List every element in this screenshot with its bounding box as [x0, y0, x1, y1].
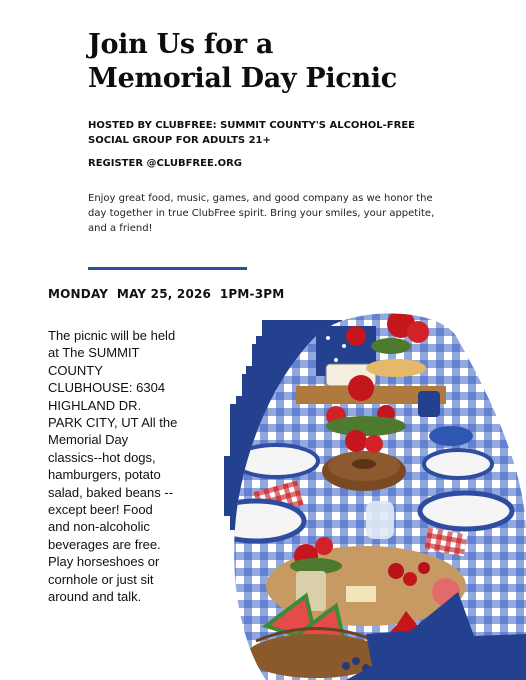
picnic-photo-illustration — [196, 296, 526, 680]
divider-line — [88, 267, 247, 270]
title-line-1: Join Us for a — [88, 29, 274, 60]
host-line: HOSTED BY CLUBFREE: SUMMIT COUNTY'S ALCOHOL-FREE SOCIAL GROUP FOR ADULTS 21+ — [88, 120, 415, 146]
event-datetime: MONDAY MAY 25, 2026 1PM-3PM — [48, 287, 285, 301]
title-line-2: Memorial Day Picnic — [88, 63, 397, 94]
event-details: The picnic will be held at The SUMMIT COUNTY CLUBHOUSE: 6304 HIGHLAND DR. PARK CITY, UT All the Memorial Day classics--hot dogs, hamburgers, potato salad, baked beans --except beer! Food and non-alcoholic beverages are free. Play horseshoes or cornhole or just sit around and talk. — [48, 328, 178, 605]
page-title — [88, 28, 508, 96]
intro-paragraph: Enjoy great food, music, games, and good company as we honor the day together in true ClubFree spirit. Bring your smiles, your appetite, and a friend! — [88, 193, 435, 234]
register-line: REGISTER @CLUBFREE.ORG — [88, 158, 242, 169]
